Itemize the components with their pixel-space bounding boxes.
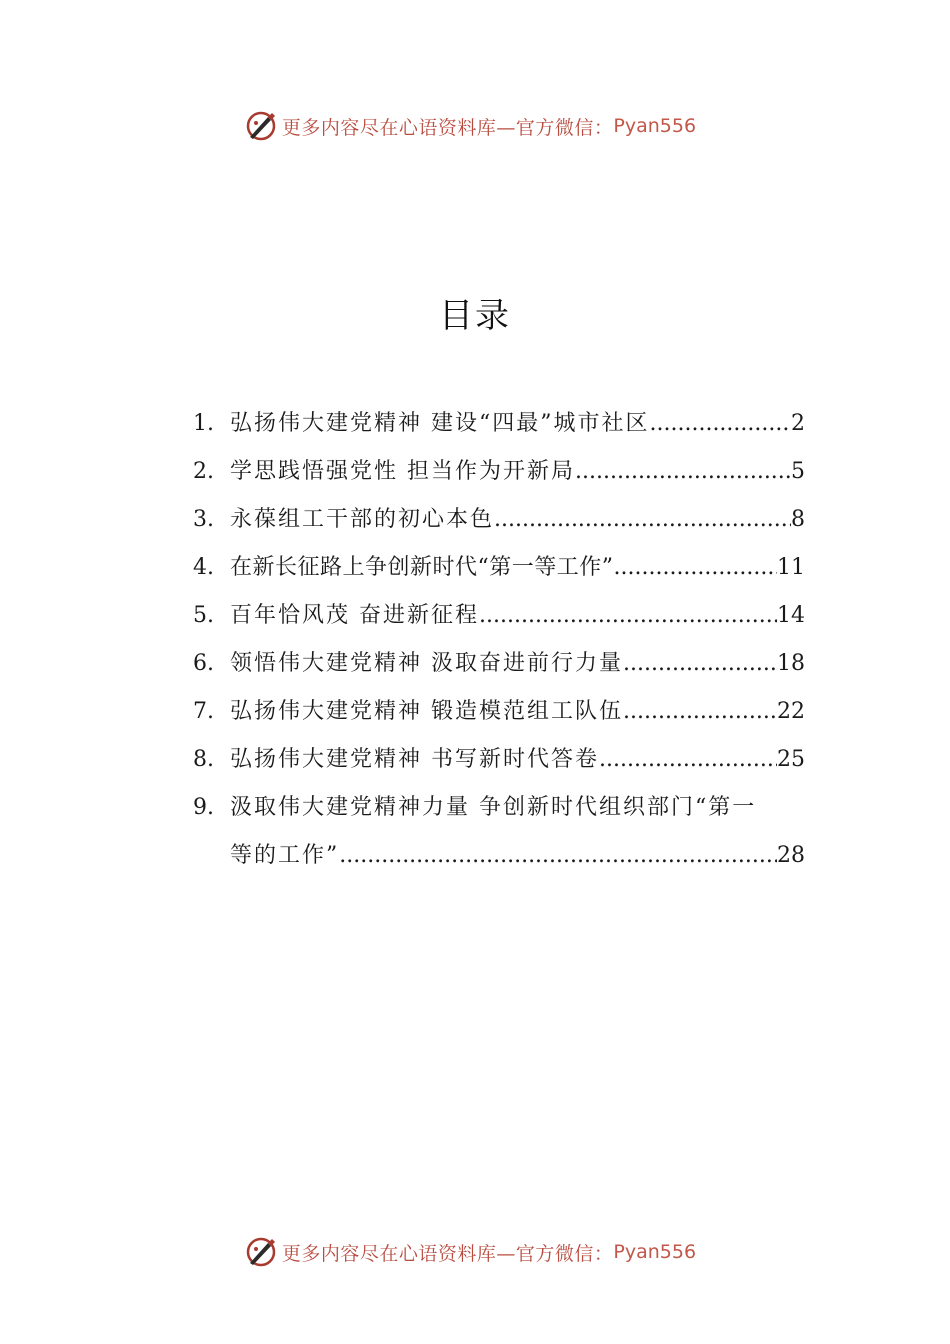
toc-page-number: 14 — [777, 603, 805, 628]
toc-title: 弘扬伟大建党精神 锻造模范组工队伍 — [230, 699, 623, 724]
banner-wechat-id: Pyan556 — [613, 115, 697, 137]
header-banner — [0, 106, 950, 146]
toc-number: 7. — [193, 699, 214, 724]
toc-title: 弘扬伟大建党精神 书写新时代答卷 — [230, 747, 599, 772]
toc-title: 学思践悟强党性 担当作为开新局 — [230, 459, 575, 484]
banner-text: 更多内容尽在心语资料库—官方微信： — [281, 116, 614, 139]
toc-leader-dots — [599, 736, 777, 784]
toc-number: 3. — [193, 507, 214, 532]
toc-title: 弘扬伟大建党精神 建设“四最”城市社区 — [230, 411, 650, 436]
toc-title: 百年恰风茂 奋进新征程 — [230, 603, 479, 628]
pen-logo-icon — [244, 109, 278, 143]
toc-number: 6. — [193, 651, 214, 676]
toc-entry-9[interactable] — [193, 784, 805, 880]
toc-page-number: 5 — [791, 459, 805, 484]
toc-number: 8. — [193, 747, 214, 772]
toc-leader-dots — [479, 592, 777, 640]
toc-leader-dots — [614, 544, 778, 592]
toc-page-number: 2 — [791, 411, 805, 436]
toc-entry-1[interactable] — [193, 400, 805, 448]
toc-title: 在新长征路上争创新时代“第一等工作” — [230, 555, 614, 580]
toc-entry-7[interactable] — [193, 688, 805, 736]
toc-page-number: 28 — [777, 843, 805, 868]
toc-leader-dots — [623, 640, 777, 688]
page-title: 目录 — [439, 296, 511, 336]
toc-page-number: 8 — [791, 507, 805, 532]
toc-leader-dots — [575, 448, 791, 496]
toc-entry-3[interactable] — [193, 496, 805, 544]
toc-title-line-2: 等的工作” — [230, 843, 340, 868]
toc-entry-2[interactable] — [193, 448, 805, 496]
toc-leader-dots — [623, 688, 777, 736]
toc-title: 领悟伟大建党精神 汲取奋进前行力量 — [230, 651, 623, 676]
toc-entry-6[interactable] — [193, 640, 805, 688]
toc-page-number: 22 — [777, 699, 805, 724]
banner-text: 更多内容尽在心语资料库—官方微信： — [281, 1242, 614, 1265]
pen-logo-icon — [244, 1235, 278, 1269]
toc-leader-dots — [494, 496, 791, 544]
toc-number: 2. — [193, 459, 214, 484]
toc-page-number: 25 — [777, 747, 805, 772]
toc-number: 9. — [193, 795, 214, 820]
toc-title: 永葆组工干部的初心本色 — [230, 507, 495, 532]
toc-entry-8[interactable] — [193, 736, 805, 784]
toc-number: 5. — [193, 603, 214, 628]
toc-number: 4. — [193, 555, 214, 580]
toc-page-number: 18 — [777, 651, 805, 676]
toc-number: 1. — [193, 411, 214, 436]
toc-entry-5[interactable] — [193, 592, 805, 640]
toc-leader-dots — [650, 400, 792, 448]
banner-wechat-id: Pyan556 — [613, 1241, 697, 1263]
toc-entry-4[interactable] — [193, 544, 805, 592]
table-of-contents — [193, 400, 805, 880]
footer-banner — [0, 1232, 950, 1272]
toc-title-line-1: 汲取伟大建党精神力量 争创新时代组织部门“第一 — [230, 795, 757, 820]
toc-page-number: 11 — [777, 555, 805, 580]
toc-leader-dots — [339, 832, 777, 880]
